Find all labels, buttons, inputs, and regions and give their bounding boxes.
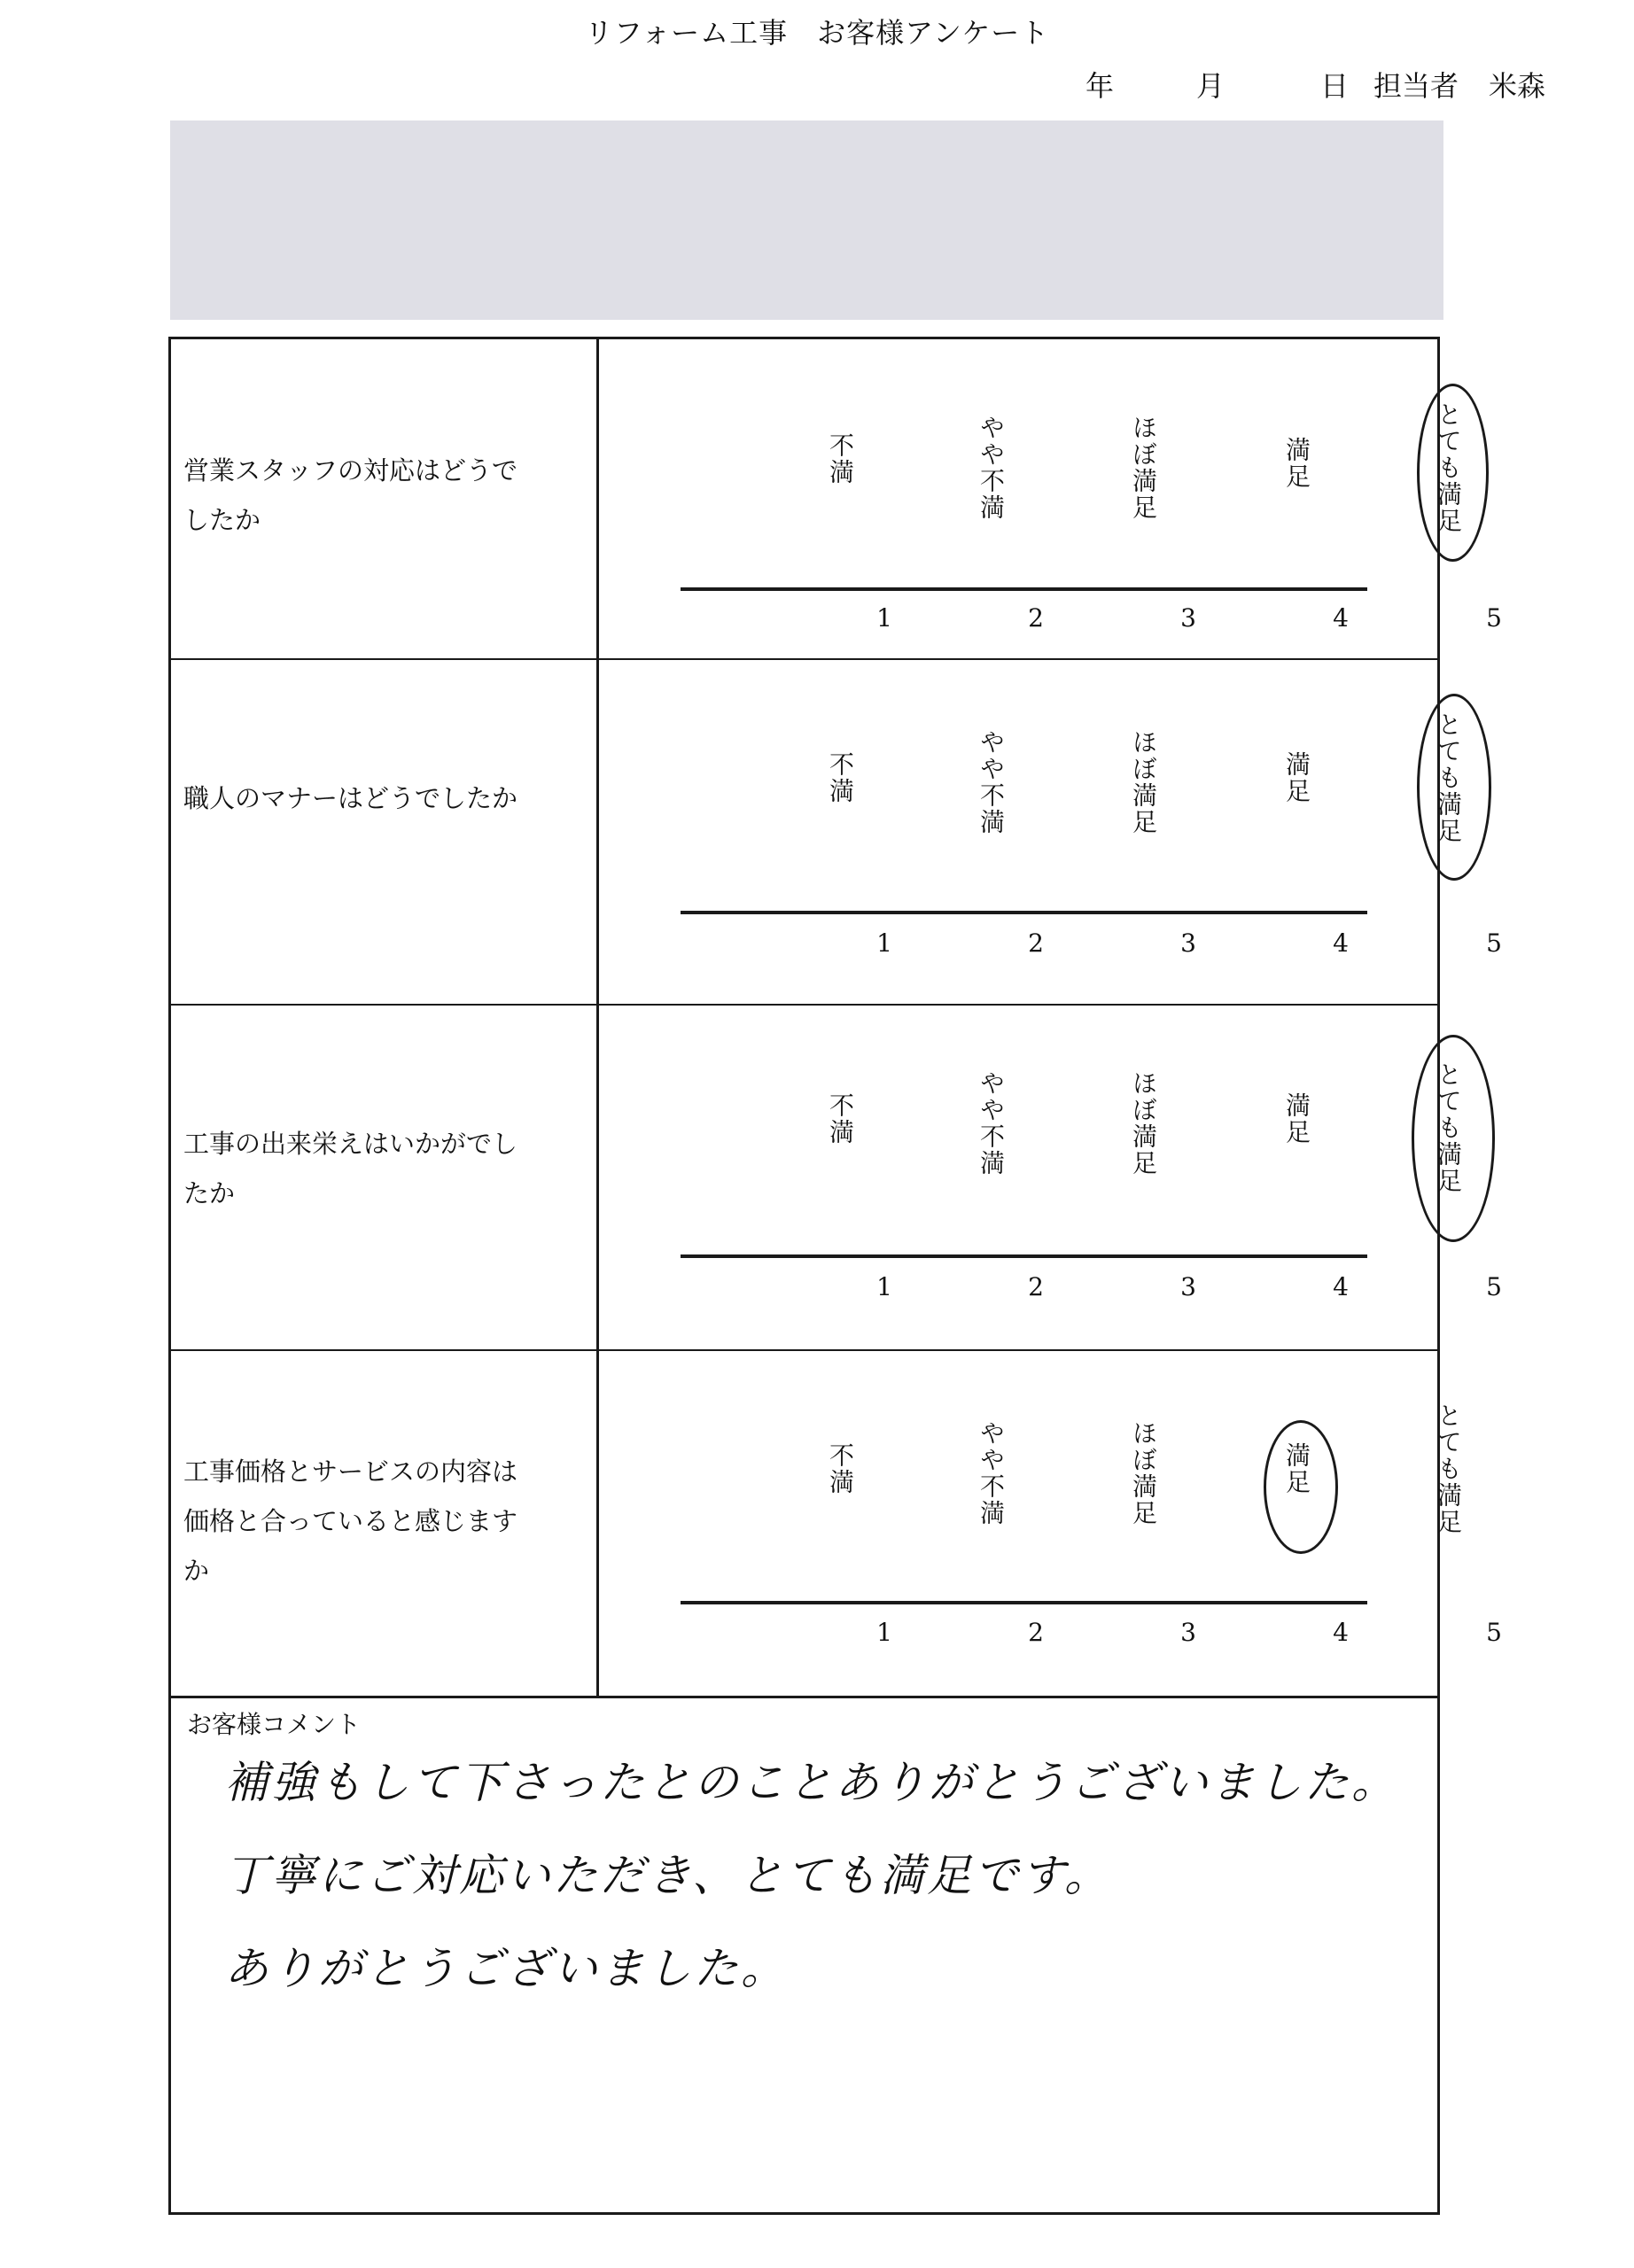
scale-number: 4 <box>1333 603 1349 633</box>
question-row-3 <box>171 1004 1502 1351</box>
option-label: 満足 <box>1282 751 1311 804</box>
scale-number: 5 <box>1486 928 1502 958</box>
scale-number: 3 <box>1180 928 1196 958</box>
scale-number: 3 <box>1180 1618 1196 1647</box>
survey-table <box>168 337 1502 1698</box>
redacted-area <box>170 120 1443 320</box>
question-text: 工事価格とサービスの内容は価格と合っていると感じますか <box>183 1456 518 1586</box>
option-label: ほぼ満足 <box>1129 415 1158 521</box>
staff-label: 担当者 <box>1373 69 1459 103</box>
rating-scale <box>599 658 1502 1004</box>
scale-number: 3 <box>1180 1272 1196 1301</box>
day-label: 日 <box>1320 69 1350 103</box>
question-row-4 <box>171 1349 1502 1698</box>
scale-number: 1 <box>876 1618 892 1647</box>
option-label: 不満 <box>826 751 855 804</box>
selected-circle <box>1417 694 1491 881</box>
question-row-1 <box>171 339 1502 660</box>
scale-number: 1 <box>876 1272 892 1301</box>
staff-name: 米森 <box>1489 69 1546 103</box>
question-cell <box>171 1349 599 1698</box>
comment-line: 丁寧にご対応いただき、とても満足です。 <box>224 1850 1111 1901</box>
survey-title: リフォーム工事 お客様アンケート <box>584 16 1050 50</box>
option-label: やや不満 <box>977 1420 1006 1526</box>
option-label: ほぼ満足 <box>1129 1420 1158 1526</box>
rating-scale <box>599 1004 1502 1349</box>
option-label: 不満 <box>826 1092 855 1146</box>
scale-number: 2 <box>1028 1618 1044 1647</box>
question-cell <box>171 1004 599 1349</box>
selected-circle <box>1412 1035 1495 1242</box>
option-label: 満足 <box>1282 1092 1311 1146</box>
scale-axis <box>681 1254 1367 1258</box>
year-label: 年 <box>1085 69 1115 103</box>
option-label: とても満足 <box>1434 1402 1463 1535</box>
scale-number: 4 <box>1333 1272 1349 1301</box>
question-cell <box>171 339 599 658</box>
comment-box <box>168 1697 1440 2215</box>
scale-number: 5 <box>1486 1272 1502 1301</box>
option-label: ほぼ満足 <box>1129 1070 1158 1177</box>
option-label: 不満 <box>826 1442 855 1495</box>
question-text: 工事の出来栄えはいかがでしたか <box>183 1129 518 1208</box>
scale-axis <box>681 911 1367 914</box>
scale-number: 5 <box>1486 1618 1502 1647</box>
scale-number: 2 <box>1028 928 1044 958</box>
scale-number: 2 <box>1028 1272 1044 1301</box>
scale-axis <box>681 587 1367 591</box>
option-label: 満足 <box>1282 437 1311 490</box>
option-label: やや不満 <box>977 415 1006 521</box>
option-label: とても満足 <box>1434 1061 1463 1194</box>
question-row-2 <box>171 658 1502 1006</box>
selected-circle <box>1264 1420 1338 1554</box>
option-label: やや不満 <box>977 729 1006 835</box>
question-cell <box>171 658 599 1004</box>
scale-number: 2 <box>1028 603 1044 633</box>
rating-scale <box>599 339 1502 658</box>
scale-number: 1 <box>876 928 892 958</box>
month-label: 月 <box>1196 69 1226 103</box>
question-text: 営業スタッフの対応はどうでしたか <box>183 455 518 535</box>
comment-line: 補強もして下さったとのことありがとうございました。 <box>224 1757 1398 1808</box>
scale-number: 1 <box>876 603 892 633</box>
comment-line: ありがとうございました。 <box>224 1943 788 1994</box>
selected-circle <box>1417 384 1489 562</box>
option-label: とても満足 <box>1434 401 1463 534</box>
scale-axis <box>681 1601 1367 1604</box>
option-label: 満足 <box>1282 1442 1311 1495</box>
scale-number: 4 <box>1333 928 1349 958</box>
option-label: 不満 <box>826 432 855 485</box>
comment-label: お客様コメント <box>187 1710 362 1739</box>
option-label: やや不満 <box>977 1070 1006 1177</box>
scale-number: 3 <box>1180 603 1196 633</box>
scale-number: 4 <box>1333 1618 1349 1647</box>
scale-number: 5 <box>1486 603 1502 633</box>
question-text: 職人のマナーはどうでしたか <box>183 783 518 813</box>
option-label: ほぼ満足 <box>1129 729 1158 835</box>
rating-scale <box>599 1349 1502 1698</box>
option-label: とても満足 <box>1434 711 1463 844</box>
